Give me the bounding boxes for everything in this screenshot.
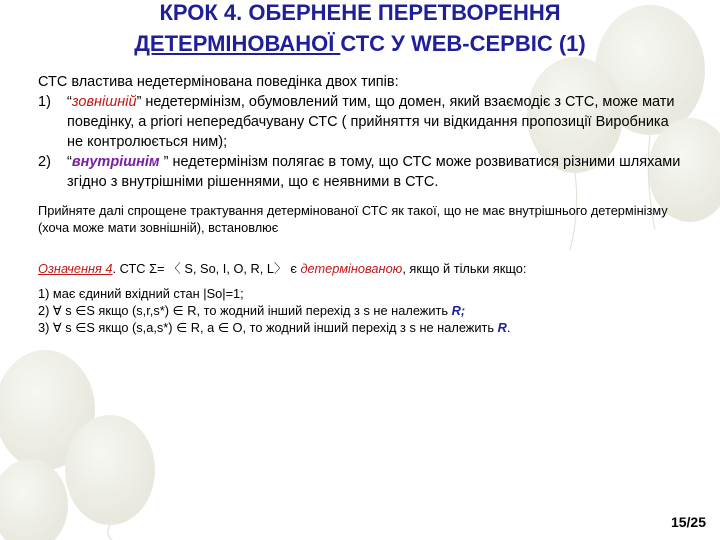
open-quote: “ bbox=[67, 154, 72, 170]
definition-term: детермінованою bbox=[300, 261, 403, 276]
condition-text: 3) ∀ s ∈S якщо (s,a,s*) ∈ R, a ∈ O, то жодний інший перехід з s не належить bbox=[38, 320, 498, 335]
term-external: зовнішній bbox=[71, 94, 137, 110]
condition-set: R; bbox=[451, 303, 466, 318]
title-underlined-part: ДЕТЕРМІНОВАНОЇ bbox=[134, 31, 341, 56]
list-number: 2) bbox=[38, 154, 51, 170]
condition-text: 1) має єдиний вхідний стан |So|=1; bbox=[38, 286, 244, 301]
definition-tail: , якщо й тільки якщо: bbox=[402, 261, 527, 276]
list-item-external bbox=[38, 92, 688, 152]
slide-body bbox=[38, 72, 688, 336]
list-item-internal bbox=[38, 152, 688, 192]
condition-set: R bbox=[497, 320, 507, 335]
condition-text: 2) ∀ s ∈S якщо (s,r,s*) ∈ R, то жодний інший перехід з s не належить bbox=[38, 303, 452, 318]
list-item-text: ” недетермінізм, обумовлений тим, що домен, який взаємодіє з СТС, може мати поведінку, а priori непередбачувану СТС ( прийняття чи відкидання пропозиції Виробника не контролюється ним); bbox=[67, 94, 675, 150]
condition-3 bbox=[38, 319, 688, 336]
condition-2 bbox=[38, 302, 688, 319]
slide-title bbox=[0, 0, 720, 59]
term-internal: внутрішнім bbox=[71, 154, 160, 170]
simplified-paragraph: Прийняте далі спрощене трактування детермінованої СТС як такої, що не має внутрішнього детермінізму (хоча може мати зовнішній), встановлює bbox=[38, 203, 668, 235]
conditions-list bbox=[38, 285, 688, 336]
definition-after-label: . СТС bbox=[112, 261, 150, 276]
intro-text: СТС властива недетермінована поведінка двох типів: bbox=[38, 74, 399, 90]
list-item-text: ” недетермінізм полягає в тому, що СТС може розвиватися різними шляхами згідно з внутрішніми рішеннями, що є неявними в СТС. bbox=[67, 154, 681, 190]
nondeterminism-list bbox=[38, 92, 688, 192]
open-quote: “ bbox=[67, 94, 72, 110]
definition-is: є bbox=[286, 261, 301, 276]
list-number: 1) bbox=[38, 94, 51, 110]
title-line-1: КРОК 4. ОБЕРНЕНЕ ПЕРЕТВОРЕННЯ bbox=[159, 0, 561, 25]
page-number: 15/25 bbox=[670, 514, 706, 530]
condition-suffix: . bbox=[506, 320, 511, 335]
condition-1 bbox=[38, 285, 688, 302]
title-line-2 bbox=[0, 28, 720, 59]
title-rest-part: СТС У WEB-СЕРВІС (1) bbox=[340, 31, 586, 56]
definition-line bbox=[38, 260, 688, 277]
definition-tuple: Σ= 〈 S, So, I, O, R, L〉 bbox=[149, 261, 287, 276]
definition-label: Означення 4 bbox=[38, 261, 113, 276]
